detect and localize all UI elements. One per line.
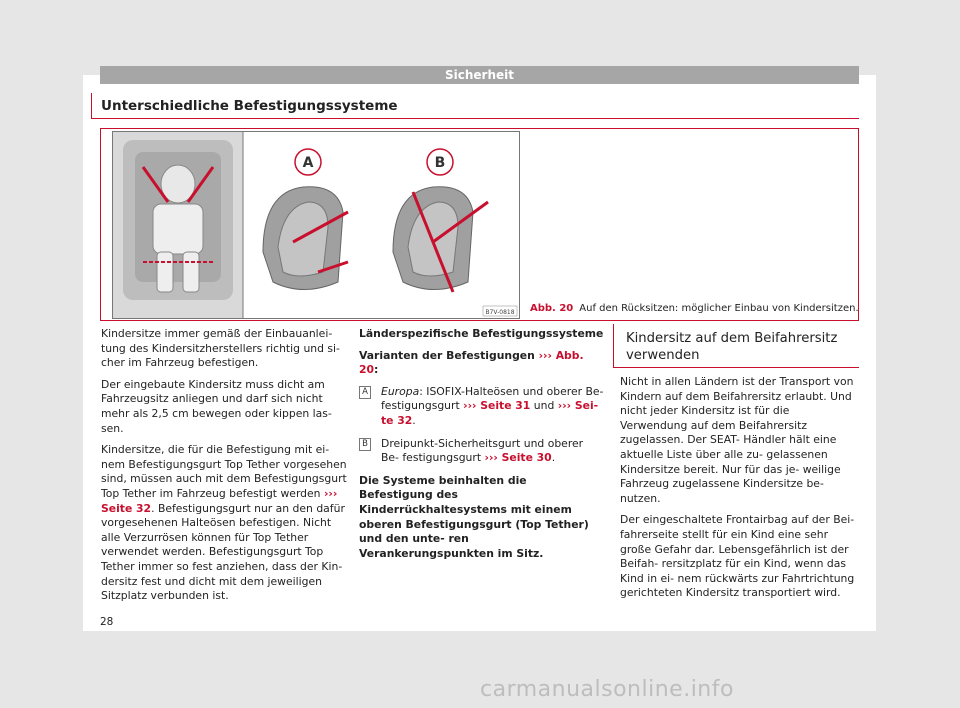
list-item bbox=[359, 437, 604, 466]
colon: : bbox=[374, 363, 379, 377]
section-header: Sicherheit bbox=[100, 66, 859, 84]
figure-caption bbox=[530, 303, 859, 314]
item-text: . bbox=[551, 451, 556, 465]
label-b: B bbox=[434, 155, 446, 171]
figure-caption-text: Auf den Rücksitzen: möglicher Einbau von Kindersitzen. bbox=[579, 303, 859, 314]
page-number: 28 bbox=[100, 616, 114, 628]
item-text: und bbox=[530, 399, 555, 413]
column-2 bbox=[359, 327, 604, 568]
paragraph: Der eingeschaltete Frontairbag auf der Bei- fahrerseite stellt für ein Kind eine sehr große Gefahr dar. Lebensgefährlich ist der Beifah- rersitzplatz für ein Kind, wenn das Kind in ei- nem rückwärts zur Fahrtrichtung gerichteten Kindersitz transportiert wird. bbox=[620, 513, 855, 600]
item-text: Dreipunkt-Sicherheitsgurt und oberer Be- festigungsgurt bbox=[381, 436, 584, 465]
list-item bbox=[359, 385, 604, 429]
figure-number: Abb. 20 bbox=[530, 303, 574, 314]
page-title: Unterschiedliche Befestigungssysteme bbox=[101, 98, 398, 114]
badge-a: A bbox=[359, 386, 371, 399]
subsection-title: Kindersitz auf dem Beifahrersitz verwenden bbox=[626, 331, 838, 363]
child-seat-illustration bbox=[113, 132, 519, 318]
badge-b: B bbox=[359, 438, 371, 451]
paragraph bbox=[101, 443, 347, 604]
link-seite-31[interactable]: ››› Seite 31 bbox=[463, 399, 531, 413]
item-text: : ISOFIX-Halteösen und oberer Be- festigungsgurt bbox=[381, 384, 604, 413]
paragraph-text: Kindersitze, die für die Befestigung mit ei- nem Befestigungsgurt Top Tether vorgesehen sind, müssen auch mit dem Befestigungsgurt Top Tether im Fahrzeug befestigt werden bbox=[101, 443, 347, 500]
link-seite-32[interactable]: ››› Sei- te 32 bbox=[381, 399, 599, 427]
paragraph: Kindersitze immer gemäß der Einbauanlei- tung des Kindersitzherstellers richtig und si- cher im Fahrzeug befestigen. bbox=[101, 327, 340, 370]
figure-illustration bbox=[112, 131, 520, 319]
paragraph-text: . Befestigungsgurt nur an den dafür vorgesehenen Halteösen befestigen. Nicht alle Verzurrösen können für Top Tether verwendet werden. Befestigungsgurt Top Tether immer so fest anziehen, dass der Kin- dersitz fest und dicht mit dem jeweiligen Sitzplatz verbunden ist. bbox=[101, 501, 345, 603]
item-text: . bbox=[412, 413, 416, 427]
link-seite-32[interactable]: ››› Seite 32 bbox=[101, 486, 338, 515]
paragraph: Nicht in allen Ländern ist der Transport von Kindern auf dem Beifahrersitz erlaubt. Und nicht jeder Kindersitz ist für die Verwendung auf dem Beifahrersitz zugelassen. Der SEAT- Händler hält eine aktuelle Liste über alle zu- gelassenen Kindersitze bereit. Nur für das je- weilige Fahrzeug zugelassene Kindersitze be- nutzen. bbox=[620, 375, 854, 505]
column-3 bbox=[620, 375, 860, 608]
subheading: Länderspezifische Befestigungssysteme bbox=[359, 327, 604, 340]
summary-paragraph: Die Systeme beinhalten die Befestigung des Kinderrückhaltesystems mit einem oberen Befestigungsgurt (Top Tether) und den unte- ren Verankerungspunkten im Sitz. bbox=[359, 473, 589, 560]
paragraph: Der eingebaute Kindersitz muss dicht am Fahrzeugsitz anliegen und darf sich nicht mehr als 2,5 cm bewegen oder kippen las- sen. bbox=[101, 377, 332, 435]
column-1 bbox=[101, 327, 347, 611]
variants-line bbox=[359, 349, 604, 378]
item-italic: Europa bbox=[381, 384, 420, 398]
figure-code: B7V-0818 bbox=[485, 309, 515, 316]
link-abb-20[interactable]: ››› Abb. 20 bbox=[359, 348, 584, 377]
watermark: carmanualsonline.info bbox=[480, 677, 734, 702]
label-a: A bbox=[302, 155, 314, 171]
link-seite-30[interactable]: ››› Seite 30 bbox=[484, 451, 552, 465]
variants-label: Varianten der Befestigungen bbox=[359, 348, 535, 362]
